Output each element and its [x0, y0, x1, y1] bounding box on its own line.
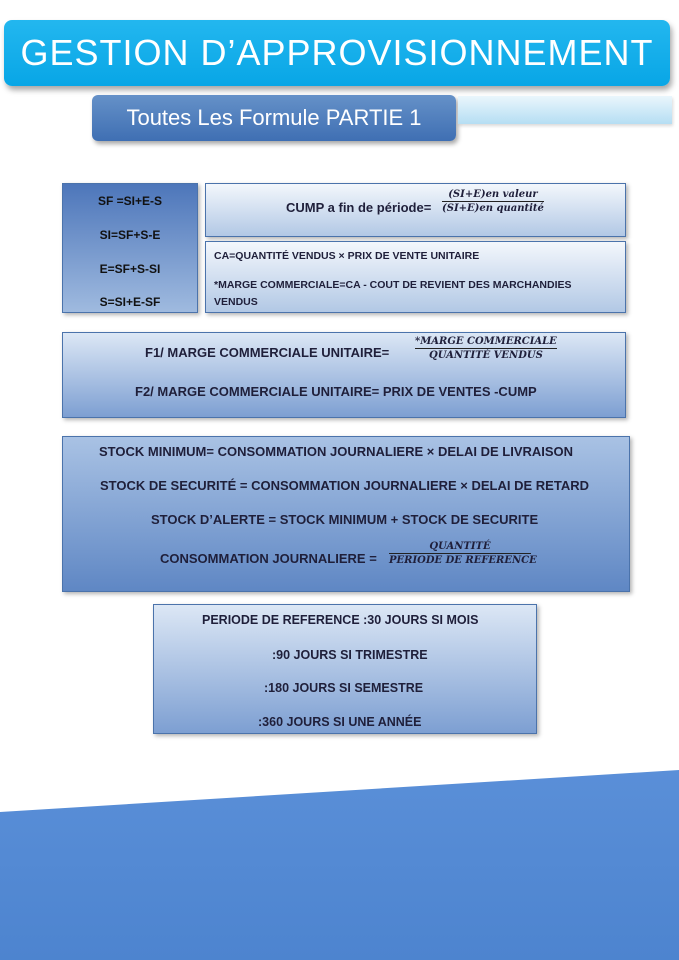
cump-formula-box — [205, 183, 626, 237]
fraction-bar — [442, 201, 544, 202]
cump-fraction — [442, 189, 544, 214]
equation-si: SI=SF+S-E — [99, 228, 161, 242]
stock-minimum-formula: STOCK MINIMUM= CONSOMMATION JOURNALIERE × DELAI DE LIVRAISON — [99, 444, 574, 459]
cump-denominator: (SI+E)en quantité — [442, 203, 544, 214]
periode-reference-box — [153, 604, 537, 734]
wave-shape — [0, 770, 679, 960]
periode-annee: :360 JOURS SI UNE ANNÉE — [258, 715, 422, 729]
f1-fraction — [415, 336, 557, 361]
periode-trimestre: :90 JOURS SI TRIMESTRE — [272, 648, 428, 662]
page-title-banner — [4, 20, 670, 86]
subtitle-banner — [92, 95, 456, 141]
decorative-strip — [458, 96, 672, 124]
equation-sf: SF =SI+E-S — [97, 194, 163, 208]
ca-formula: CA=QUANTITÉ VENDUS × PRIX DE VENTE UNITAIRE — [214, 250, 480, 262]
fraction-bar — [415, 348, 557, 349]
marge-commerciale-formula-cont: VENDUS — [214, 296, 258, 308]
page-subtitle: Toutes Les Formule PARTIE 1 — [126, 105, 422, 130]
marge-commerciale-formula: *MARGE COMMERCIALE=CA - COUT DE REVIENT DES MARCHANDIES — [214, 279, 572, 291]
stock-formulas-box — [62, 436, 630, 592]
fraction-bar — [389, 553, 531, 554]
consommation-numerator: QUANTITÉ — [429, 541, 491, 552]
stock-equations-box — [62, 183, 198, 313]
f2-formula: F2/ MARGE COMMERCIALE UNITAIRE= PRIX DE VENTES -CUMP — [135, 384, 537, 399]
consommation-fraction — [389, 541, 537, 566]
consommation-label: CONSOMMATION JOURNALIERE = — [160, 551, 377, 566]
cump-label: CUMP a fin de période= — [286, 200, 432, 215]
periode-mois: PERIODE DE REFERENCE :30 JOURS SI MOIS — [202, 613, 479, 627]
f1-label: F1/ MARGE COMMERCIALE UNITAIRE= — [145, 345, 390, 360]
cump-numerator: (SI+E)en valeur — [448, 189, 538, 200]
f1-numerator: *MARGE COMMERCIALE — [415, 336, 557, 347]
f1-denominator: QUANTITÉ VENDUS — [428, 350, 543, 361]
consommation-denominator: PERIODE DE REFERENCE — [389, 555, 537, 566]
periode-semestre: :180 JOURS SI SEMESTRE — [264, 681, 424, 695]
marge-unitaire-box — [62, 332, 626, 418]
equation-s: S=SI+E-SF — [99, 295, 161, 309]
page-title: GESTION D’APPROVISIONNEMENT — [20, 32, 654, 73]
ca-formula-box — [205, 241, 626, 313]
stock-alerte-formula: STOCK D’ALERTE = STOCK MINIMUM + STOCK DE SECURITE — [151, 512, 539, 527]
stock-securite-formula: STOCK DE SECURITÉ = CONSOMMATION JOURNALIERE × DELAI DE RETARD — [100, 478, 589, 493]
decorative-wave — [0, 770, 679, 960]
equation-e: E=SF+S-SI — [99, 262, 161, 276]
